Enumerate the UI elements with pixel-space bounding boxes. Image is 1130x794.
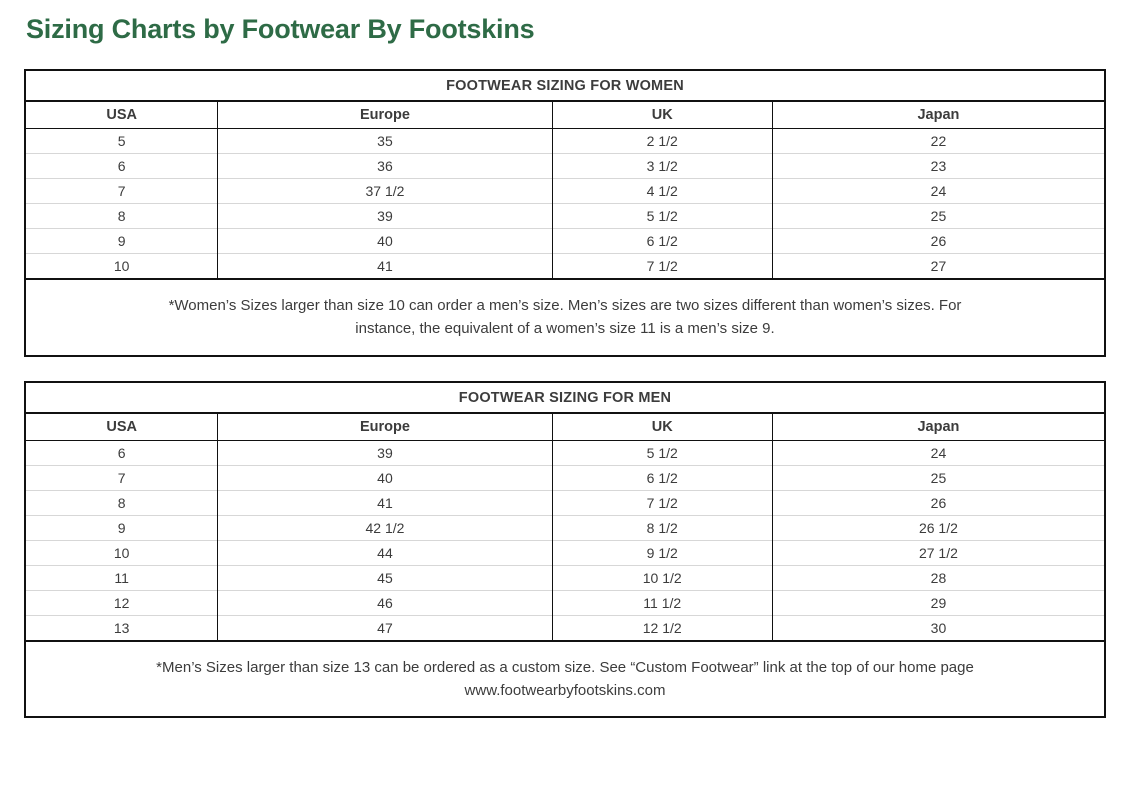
cell-uk: 11 1/2 [552, 590, 772, 615]
cell-usa: 11 [26, 565, 218, 590]
cell-europe: 46 [218, 590, 552, 615]
table-row [26, 615, 1104, 640]
cell-uk: 4 1/2 [552, 179, 772, 204]
table-row [26, 490, 1104, 515]
womens-size-table [26, 102, 1104, 278]
table-row [26, 229, 1104, 254]
cell-europe: 44 [218, 540, 552, 565]
table-row [26, 515, 1104, 540]
cell-europe: 40 [218, 465, 552, 490]
womens-table-body [26, 129, 1104, 279]
cell-usa: 6 [26, 154, 218, 179]
cell-japan: 27 1/2 [772, 540, 1104, 565]
cell-japan: 30 [772, 615, 1104, 640]
womens-chart-caption: FOOTWEAR SIZING FOR WOMEN [26, 71, 1104, 102]
cell-usa: 6 [26, 440, 218, 465]
column-header-uk: UK [552, 414, 772, 441]
table-row [26, 540, 1104, 565]
sizing-charts-page [0, 14, 1130, 794]
cell-japan: 26 1/2 [772, 515, 1104, 540]
column-header-usa: USA [26, 414, 218, 441]
cell-uk: 12 1/2 [552, 615, 772, 640]
womens-table-header [26, 102, 1104, 129]
table-header-row [26, 102, 1104, 129]
mens-table-body [26, 440, 1104, 640]
mens-chart-note [26, 640, 1104, 717]
cell-europe: 35 [218, 129, 552, 154]
column-header-usa: USA [26, 102, 218, 129]
cell-japan: 26 [772, 490, 1104, 515]
cell-europe: 41 [218, 490, 552, 515]
cell-usa: 5 [26, 129, 218, 154]
cell-uk: 9 1/2 [552, 540, 772, 565]
page-title: Sizing Charts by Footwear By Footskins [26, 14, 535, 44]
cell-uk: 5 1/2 [552, 440, 772, 465]
cell-europe: 41 [218, 254, 552, 279]
table-row [26, 129, 1104, 154]
cell-japan: 24 [930, 444, 947, 461]
column-header-europe: Europe [218, 414, 552, 441]
cell-uk: 5 1/2 [552, 204, 772, 229]
mens-size-table [26, 414, 1104, 640]
cell-europe: 45 [218, 565, 552, 590]
website-url: www.footwearbyfootskins.com [464, 681, 666, 699]
cell-uk: 2 1/2 [552, 129, 772, 154]
cell-uk: 10 1/2 [552, 565, 772, 590]
cell-japan: 22 [930, 133, 947, 149]
mens-sizing-chart [24, 381, 1106, 719]
column-header-uk: UK [552, 102, 772, 129]
cell-uk: 7 1/2 [552, 254, 772, 279]
cell-usa: 7 [26, 465, 218, 490]
cell-uk: 6 1/2 [552, 465, 772, 490]
cell-uk: 3 1/2 [552, 154, 772, 179]
cell-europe: 39 [218, 204, 552, 229]
cell-uk: 7 1/2 [552, 490, 772, 515]
cell-usa: 8 [26, 490, 218, 515]
column-header-europe: Europe [218, 102, 552, 129]
table-row [26, 465, 1104, 490]
cell-usa: 7 [26, 179, 218, 204]
womens-sizing-chart [24, 69, 1106, 357]
note-line: *Men’s Sizes larger than size 13 can be ordered as a custom size. See “Custom Footwear” link at the top of our home page [156, 658, 974, 676]
cell-usa: 9 [26, 515, 218, 540]
cell-usa: 9 [26, 229, 218, 254]
cell-uk: 8 1/2 [552, 515, 772, 540]
column-header-japan: Japan [772, 414, 1104, 441]
table-row [26, 565, 1104, 590]
column-header-japan: Japan [772, 102, 1104, 129]
cell-japan: 26 [772, 229, 1104, 254]
cell-japan: 29 [772, 590, 1104, 615]
table-row [26, 204, 1104, 229]
cell-europe: 39 [218, 440, 552, 465]
cell-usa: 8 [26, 204, 218, 229]
table-row [26, 154, 1104, 179]
cell-usa: 12 [26, 590, 218, 615]
table-row [26, 254, 1104, 279]
table-row [26, 440, 1104, 465]
cell-japan: 23 [772, 154, 1104, 179]
womens-chart-note [26, 278, 1104, 355]
cell-japan: 24 [772, 179, 1104, 204]
note-line: *Women’s Sizes larger than size 10 can order a men’s size. Men’s sizes are two sizes different than women’s sizes. For [168, 297, 962, 314]
cell-japan: 25 [772, 465, 1104, 490]
mens-chart-caption: FOOTWEAR SIZING FOR MEN [26, 383, 1104, 414]
cell-europe: 40 [218, 229, 552, 254]
cell-usa: 10 [26, 540, 218, 565]
table-header-row [26, 414, 1104, 441]
note-line: instance, the equivalent of a women’s size 11 is a men’s size 9. [355, 320, 775, 338]
cell-europe: 47 [218, 615, 552, 640]
table-row [26, 179, 1104, 204]
cell-uk: 6 1/2 [552, 229, 772, 254]
cell-europe: 36 [218, 154, 552, 179]
cell-usa: 13 [26, 615, 218, 640]
cell-japan: 27 [772, 254, 1104, 279]
cell-europe: 37 1/2 [218, 179, 552, 204]
table-row [26, 590, 1104, 615]
cell-usa: 10 [26, 254, 218, 279]
cell-japan: 28 [772, 565, 1104, 590]
cell-japan: 25 [772, 204, 1104, 229]
cell-europe: 42 1/2 [218, 515, 552, 540]
mens-table-header [26, 414, 1104, 441]
